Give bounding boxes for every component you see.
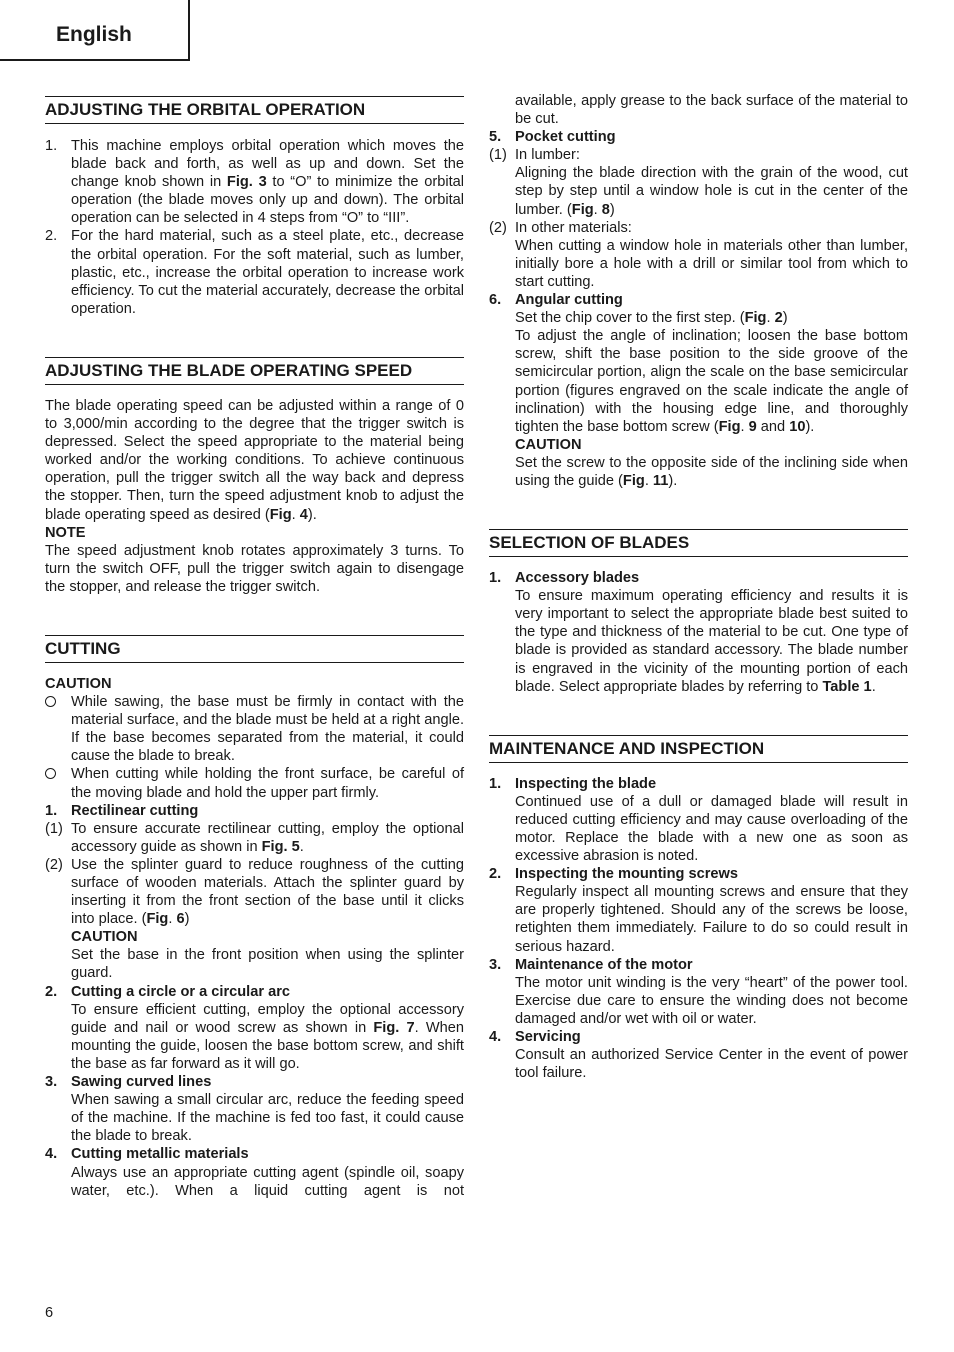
subsection-text: To ensure maximum operating efficiency and results it is very important to select the appropriate blade best suited to the type and thickness of the material to be cut. One type of blade is provided as standard accessory. The blade number is engraved in the vicinity of the mounting portion of each blade. Select appropriate blades by referring to Table 1.: [515, 588, 908, 695]
section-heading-maintenance: MAINTENANCE AND INSPECTION: [489, 735, 908, 763]
sub-item-text: Aligning the blade direction with the grain of the wood, cut step by step until a window hole is cut in the center of the lumber. (Fig. 8): [515, 165, 908, 218]
bold-reference: Fig: [744, 310, 767, 327]
page-number: 6: [45, 1305, 54, 1321]
note-label: NOTE: [45, 524, 86, 541]
bold-reference: 6: [176, 911, 185, 928]
subsection-text: When sawing a small circular arc, reduce the feeding speed of the machine. If the machine is fed too fast, it could cause the blade to break.: [71, 1092, 464, 1145]
bold-reference: Fig: [571, 201, 594, 218]
item-text: This machine employs orbital operation which moves the blade back and forth, as well as up and down. Set the change knob shown in Fig. 3 to “O” to minimize the orbital operation (the blade moves only up and down). The orbital operation can be selected in 4 steps from “O” to “III”.: [71, 138, 464, 227]
bullet-text: When cutting while holding the front surface, be careful of the moving blade and hold the upper part firmly.: [71, 766, 464, 801]
subsection-title: 1. Inspecting the blade: [489, 775, 657, 792]
caution-label: CAUTION: [515, 436, 582, 453]
subsection-title: 3. Maintenance of the motor: [489, 956, 693, 973]
subsection-text: Consult an authorized Service Center in the event of power tool failure.: [515, 1047, 908, 1082]
subsection-title: 4. Servicing: [489, 1029, 581, 1046]
language-tab: [0, 0, 190, 61]
sub-item: (1) In lumber:: [489, 147, 580, 164]
bold-reference: 10: [789, 418, 806, 435]
item-text: For the hard material, such as a steel plate, etc., decrease the orbital operation. For the soft material, such as lumber, plastic, etc., increase the orbital operation to increase work efficiency. To cut the material accurately, decrease the orbital operation.: [71, 228, 464, 317]
subsection-title: 4. Cutting metallic materials: [45, 1146, 249, 1163]
list-item: [45, 227, 464, 317]
caution-text: Set the base in the front position when using the splinter guard.: [71, 947, 464, 982]
section-heading-cutting: CUTTING: [45, 635, 464, 663]
section-heading-orbital: ADJUSTING THE ORBITAL OPERATION: [45, 96, 464, 124]
sub-item: (2) Use the splinter guard to reduce roughness of the cutting surface of wooden materials. Attach the splinter guard by inserting it from the front section of the base until it clicks into place. (Fig. 6): [45, 856, 464, 928]
subsection-text: Always use an appropriate cutting agent (spindle oil, soapy water, etc.). When a liquid cutting agent is not: [71, 1164, 464, 1199]
subsection-title: 1. Rectilinear cutting: [45, 802, 199, 819]
caution-label: CAUTION: [45, 675, 112, 692]
left-column: [45, 96, 464, 1200]
circle-bullet-icon: [45, 696, 56, 707]
right-column: [489, 92, 908, 1082]
orbital-list: [45, 137, 464, 318]
bold-reference: 8: [601, 201, 610, 218]
subsection-text: Regularly inspect all mounting screws and ensure that they are properly tightened. Should any of the screws be loose, retighten them immediately. Failure to do so could result in serious hazard.: [515, 884, 908, 955]
speed-paragraph: The blade operating speed can be adjusted within a range of 0 to 3,000/min according to the degree that the trigger switch is depressed. Select the speed appropriate to the material being worked and/or the working conditions. To achieve continuous operation, pull the trigger switch all the way back and depress the stopper. Then, turn the speed adjustment knob to adjust the blade operating speed as desired (Fig. 4).: [45, 397, 464, 523]
item-number: 2.: [45, 228, 58, 245]
bold-reference: Fig: [269, 506, 292, 523]
item-number: 1.: [45, 138, 58, 154]
bold-reference: 2: [774, 310, 783, 327]
subsection-title: 1. Accessory blades: [489, 570, 640, 587]
bold-reference: Fig: [146, 911, 169, 928]
note-text: The speed adjustment knob rotates approximately 3 turns. To turn the switch OFF, pull the trigger switch again to disengage the stopper, and release the trigger switch.: [45, 542, 464, 595]
bullet-item: [45, 765, 464, 801]
bullet-text: While sawing, the base must be firmly in contact with the material surface, and the blade must be held at a right angle. If the base becomes separated from the material, it could cause the blade to break.: [71, 694, 464, 765]
bullet-item: [45, 693, 464, 765]
subsection-text: Set the chip cover to the first step. (Fig. 2): [515, 310, 788, 327]
subsection-text: To ensure efficient cutting, employ the optional accessory guide and nail or wood screw as shown in Fig. 7. When mounting the guide, loosen the base bottom screw, and shift the base as far forward as it will go.: [71, 1001, 465, 1072]
subsection-title: 3. Sawing curved lines: [45, 1074, 212, 1091]
subsection-title: 2. Inspecting the mounting screws: [489, 866, 738, 883]
subsection-title: 2. Cutting a circle or a circular arc: [45, 983, 290, 1000]
section-heading-blades: SELECTION OF BLADES: [489, 529, 908, 557]
subsection-text: Continued use of a dull or damaged blade will result in reduced cutting efficiency and may cause overloading of the motor. Replace the blade with a new one as soon as excessive abrasion is noted.: [515, 793, 908, 865]
bold-reference: 11: [652, 472, 669, 489]
subsection-title: 5. Pocket cutting: [489, 129, 616, 146]
subsection-text: The motor unit winding is the very “heart” of the power tool. Exercise due care to ensure the winding does not become damaged and/or wet with oil or water.: [515, 974, 908, 1027]
circle-bullet-icon: [45, 768, 56, 779]
bold-reference: Fig. 5: [261, 838, 300, 855]
maintenance-list: [489, 775, 908, 1083]
bold-reference: Fig. 3: [226, 174, 267, 191]
language-label: English: [56, 23, 132, 46]
bold-reference: Fig: [622, 472, 645, 489]
bold-reference: Fig. 7: [373, 1019, 415, 1036]
caution-label: CAUTION: [71, 929, 138, 946]
sub-item: (2) In other materials:: [489, 219, 632, 236]
bold-reference: 9: [748, 418, 757, 435]
subsection-title: 6. Angular cutting: [489, 292, 623, 309]
bold-reference: Fig: [718, 418, 741, 435]
section-heading-speed: ADJUSTING THE BLADE OPERATING SPEED: [45, 357, 464, 385]
bold-reference: Table 1: [822, 678, 872, 695]
subsection-text-continued: available, apply grease to the back surface of the material to be cut.: [515, 93, 908, 128]
caution-text: Set the screw to the opposite side of the inclining side when using the guide (Fig. 11).: [515, 454, 908, 489]
list-item: [45, 137, 464, 227]
bold-reference: 4: [299, 506, 308, 523]
subsection-text: To adjust the angle of inclination; loosen the base bottom screw, shift the base position to the side groove of the semicircular portion, align the scale on the base semicircular portion (figures engraved on the scale indicate the angle of inclination) with the housing edge line, and thoroughly tighten the base bottom screw (Fig. 9 and 10).: [515, 328, 908, 435]
sub-item-text: When cutting a window hole in materials other than lumber, initially bore a hole with a drill or similar tool from which to start cutting.: [515, 237, 908, 290]
sub-item: (1) To ensure accurate rectilinear cutting, employ the optional accessory guide as shown in Fig. 5.: [45, 820, 464, 855]
